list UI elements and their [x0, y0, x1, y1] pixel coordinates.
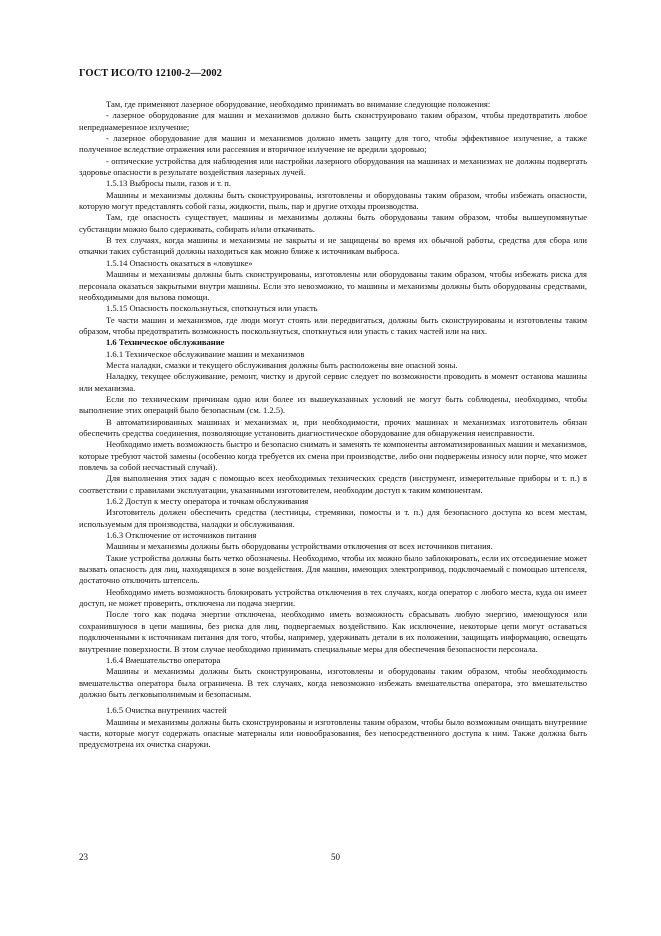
section-heading-1-5-13: 1.5.13 Выбросы пыли, газов и т. п.	[106, 178, 232, 189]
paragraph: Наладку, текущее обслуживание, ремонт, чистку и другой сервис следует по возможности проводить в момент останова машины или механизма.	[79, 371, 587, 393]
paragraph: Те части машин и механизмов, где люди могут стоять или передвигаться, должны быть сконструированы и изготовлены таким образом, чтобы предотвратить возможность поскользнуться, споткнуться или упасть с таких частей или на них.	[79, 314, 587, 336]
paragraph: Необходимо иметь возможность быстро и безопасно снимать и заменять те компоненты автоматизированных машин и механизмов, которые требуют частой замены (особенно когда требуется их смена при производстве, либо они подвержены износу или порче, что может повлечь за собой несчастный случай).	[79, 439, 587, 472]
paragraph: В автоматизированных машинах и механизмах и, при необходимости, прочих машинах и механизмах изготовитель обязан обеспечить средства соединения, позволяющие установить диагностическое оборудование для обнаружения неисправности.	[79, 416, 587, 438]
paragraph: Машины и механизмы должны быть сконструированы, изготовлены или оборудованы таким образом, чтобы избежать риска для персонала оказаться закрытыми внутри машины. Если это невозможно, то машины и механизмы должны быть оборудованы средствами, необходимыми для вызова помощи.	[79, 269, 587, 302]
section-heading-1-6-2: 1.6.2 Доступ к месту оператора и точкам обслуживания	[106, 496, 309, 507]
section-heading-1-6-1: 1.6.1 Техническое обслуживание машин и механизмов	[106, 348, 305, 359]
paragraph: Для выполнения этих задач с помощью всех необходимых технических средств (инструмент, измерительные приборы и т. п.) в соответствии с правилами эксплуатации, указанными изготовителем, необходим доступ к таким компонентам.	[79, 473, 587, 495]
section-heading-1-6-3: 1.6.3 Отключение от источников питания	[106, 530, 257, 541]
document-body	[79, 99, 587, 751]
section-heading-1-6-4: 1.6.4 Вмешательство оператора	[106, 654, 221, 665]
paragraph: Машины и механизмы должны быть сконструированы, изготовлены и оборудованы таким образом, чтобы избежать опасности, которую могут представлять собой газы, жидкости, пыль, пар и другие отходы производства.	[79, 189, 587, 212]
section-heading-1-5-14: 1.5.14 Опасность оказаться в «ловушке»	[106, 257, 253, 268]
paragraph: Места наладки, смазки и текущего обслуживания должны быть расположены вне опасной зоны.	[106, 359, 458, 370]
paragraph: Изготовитель должен обеспечить средства (лестницы, стремянки, помосты и т. п.) для безопасного доступа ко всем местам, используемым для производства, наладки и обслуживания.	[79, 507, 587, 529]
paragraph: Там, где применяют лазерное оборудование, необходимо принимать во внимание следующие положения:	[106, 99, 491, 109]
page-number-center: 50	[331, 852, 340, 862]
page-number-left: 23	[79, 852, 88, 862]
paragraph: Машины и механизмы должны быть оборудованы устройствами отключения от всех источников питания.	[106, 541, 493, 552]
paragraph: В тех случаях, когда машины и механизмы не закрыты и не защищены во время их обычной работы, средства для сбора или откачки таких субстанций должны находиться как можно ближе к источникам выброса.	[79, 235, 587, 257]
paragraph: Машины и механизмы должны быть сконструированы, изготовлены и оборудованы таким образом, чтобы необходимость вмешательства оператора была ограничена. В тех случаях, когда невозможно избежать вмешательства оператора, это вмешательство должно быть легковыполнимым и безопасным.	[79, 666, 587, 699]
section-heading-1-6-5: 1.6.5 Очистка внутренних частей	[106, 705, 227, 716]
paragraph: Такие устройства должны быть четко обозначены. Необходимо, чтобы их можно было заблокировать, если их отсоединение может вызвать опасность для лиц, находящихся в зоне воздействия. Для машин, имеющих электропривод, подключаемый с помощью штепселя, достаточно отключить штепсель.	[79, 552, 587, 586]
document-header: ГОСТ ИСО/ТО 12100-2—2002	[79, 68, 222, 79]
section-heading-1-6: 1.6 Техническое обслуживание	[106, 337, 225, 348]
paragraph: Если по техническим причинам одно или более из вышеуказанных условий не могут быть соблюдены, необходимо, чтобы выполнение этих операций было безопасным (см. 1.2.5).	[79, 393, 587, 416]
paragraph: Там, где опасность существует, машины и механизмы должны быть оборудованы таким образом, чтобы вышеупомянутые субстанции можно было сдерживать, собирать и/или откачивать.	[79, 212, 587, 234]
section-heading-1-5-15: 1.5.15 Опасность поскользнуться, споткнуться или упасть	[106, 303, 318, 314]
list-item: - лазерное оборудование для машин и механизмов должно быть сконструировано таким образом, чтобы предотвратить любое непреднамеренное излучение;	[79, 110, 587, 132]
paragraph: Необходимо иметь возможность блокировать устройства отключения в тех случаях, когда оператор с любого места, куда он имеет доступ, не может проверить, отключена ли подача энергии.	[79, 586, 587, 609]
paragraph: Машины и механизмы должны быть сконструированы и изготовлены таким образом, чтобы было возможным очищать внутренние части, которые могут содержать опасные материалы или новообразования, без непосредственного доступа к ним. Также должна быть предусмотрена их очистка снаружи.	[79, 716, 587, 750]
list-item: - оптические устройства для наблюдения или настройки лазерного оборудования на машинах и механизмах не должны подвергать здоровье опасности в результате воздействия лазерных лучей.	[79, 155, 587, 178]
list-item: - лазерное оборудование для машин и механизмов должно иметь защиту для того, чтобы эффективное излучение, а также полученное вследствие отражения или рассеяния и вторичное излучение не вредили здоровью;	[79, 133, 587, 155]
paragraph: После того как подача энергии отключена, необходимо иметь возможность сбрасывать любую энергию, имеющуюся или сохранившуюся в цепи машины, без риска для лиц, подвергаемых воздействию. Как исключение, некоторые цепи могут оставаться подключенными к источникам питания для того, чтобы, например, удерживать детали в их положении, защищать информацию, освещать внутренние поверхности. В этом случае необходимо принимать специальные меры для обеспечения безопасности персонала.	[79, 609, 587, 654]
